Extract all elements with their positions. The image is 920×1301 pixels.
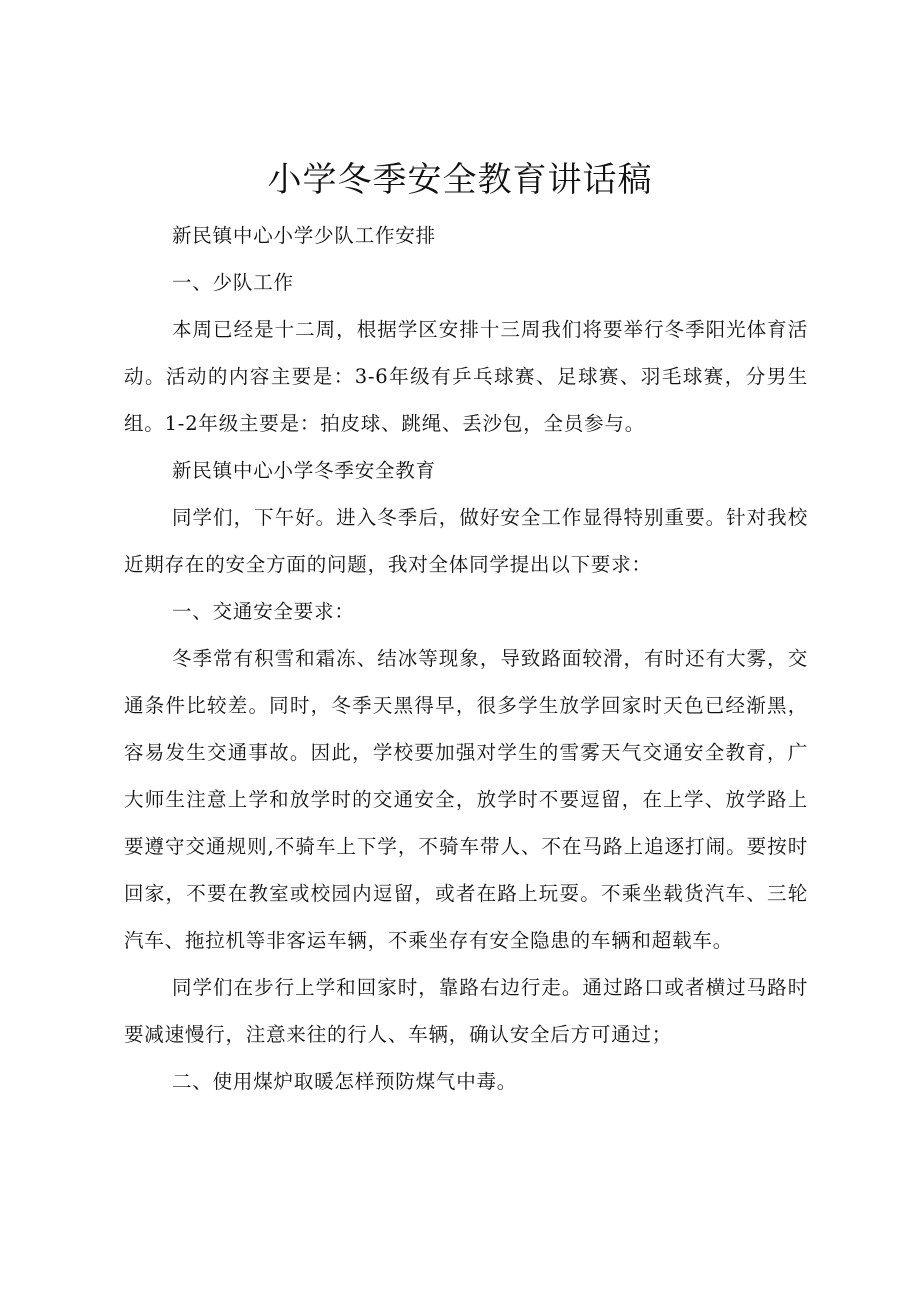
paragraph-traffic-details: 冬季常有积雪和霜冻、结冰等现象，导致路面较滑，有时还有大雾，交通条件比较差。同时，冬季天黑得早，很多学生放学回家时天色已经渐黑，容易发生交通事故。因此，学校要加强对学生的雪雾天气交通安全教育，广大师生注意上学和放学时的交通安全，放学时不要逗留，在上学、放学路上要遵守交通规则,不骑车上下学，不骑车带人、不在马路上追逐打闹。要按时回家，不要在教室或校园内逗留，或者在路上玩耍。不乘坐载货汽车、三轮汽车、拖拉机等非客运车辆，不乘坐存有安全隐患的车辆和超载车。	[124, 647, 808, 952]
paragraph-section-traffic: 一、交通安全要求：	[172, 600, 355, 623]
paragraph-greeting: 同学们，下午好。进入冬季后，做好安全工作显得特别重要。针对我校近期存在的安全方面的问题，我对全体同学提出以下要求：	[124, 506, 808, 576]
paragraph-safety-heading: 新民镇中心小学冬季安全教育	[172, 459, 436, 482]
paragraph-section-youth-work: 一、少队工作	[172, 271, 294, 294]
document-title: 小学冬季安全教育讲话稿	[267, 160, 653, 200]
paragraph-arrangement-heading: 新民镇中心小学少队工作安排	[172, 224, 436, 247]
paragraph-walking-rules: 同学们在步行上学和回家时，靠路右边行走。通过路口或者横过马路时要减速慢行，注意来往的行人、车辆，确认安全后方可通过；	[124, 976, 808, 1046]
paragraph-sports-activity: 本周已经是十二周，根据学区安排十三周我们将要举行冬季阳光体育活动。活动的内容主要是：3-6年级有乒乓球赛、足球赛、羽毛球赛，分男生组。1-2年级主要是：拍皮球、跳绳、丢沙包，全员参与。	[124, 318, 808, 435]
paragraph-section-coal-stove: 二、使用煤炉取暖怎样预防煤气中毒。	[172, 1070, 518, 1093]
document-body	[124, 212, 808, 1105]
